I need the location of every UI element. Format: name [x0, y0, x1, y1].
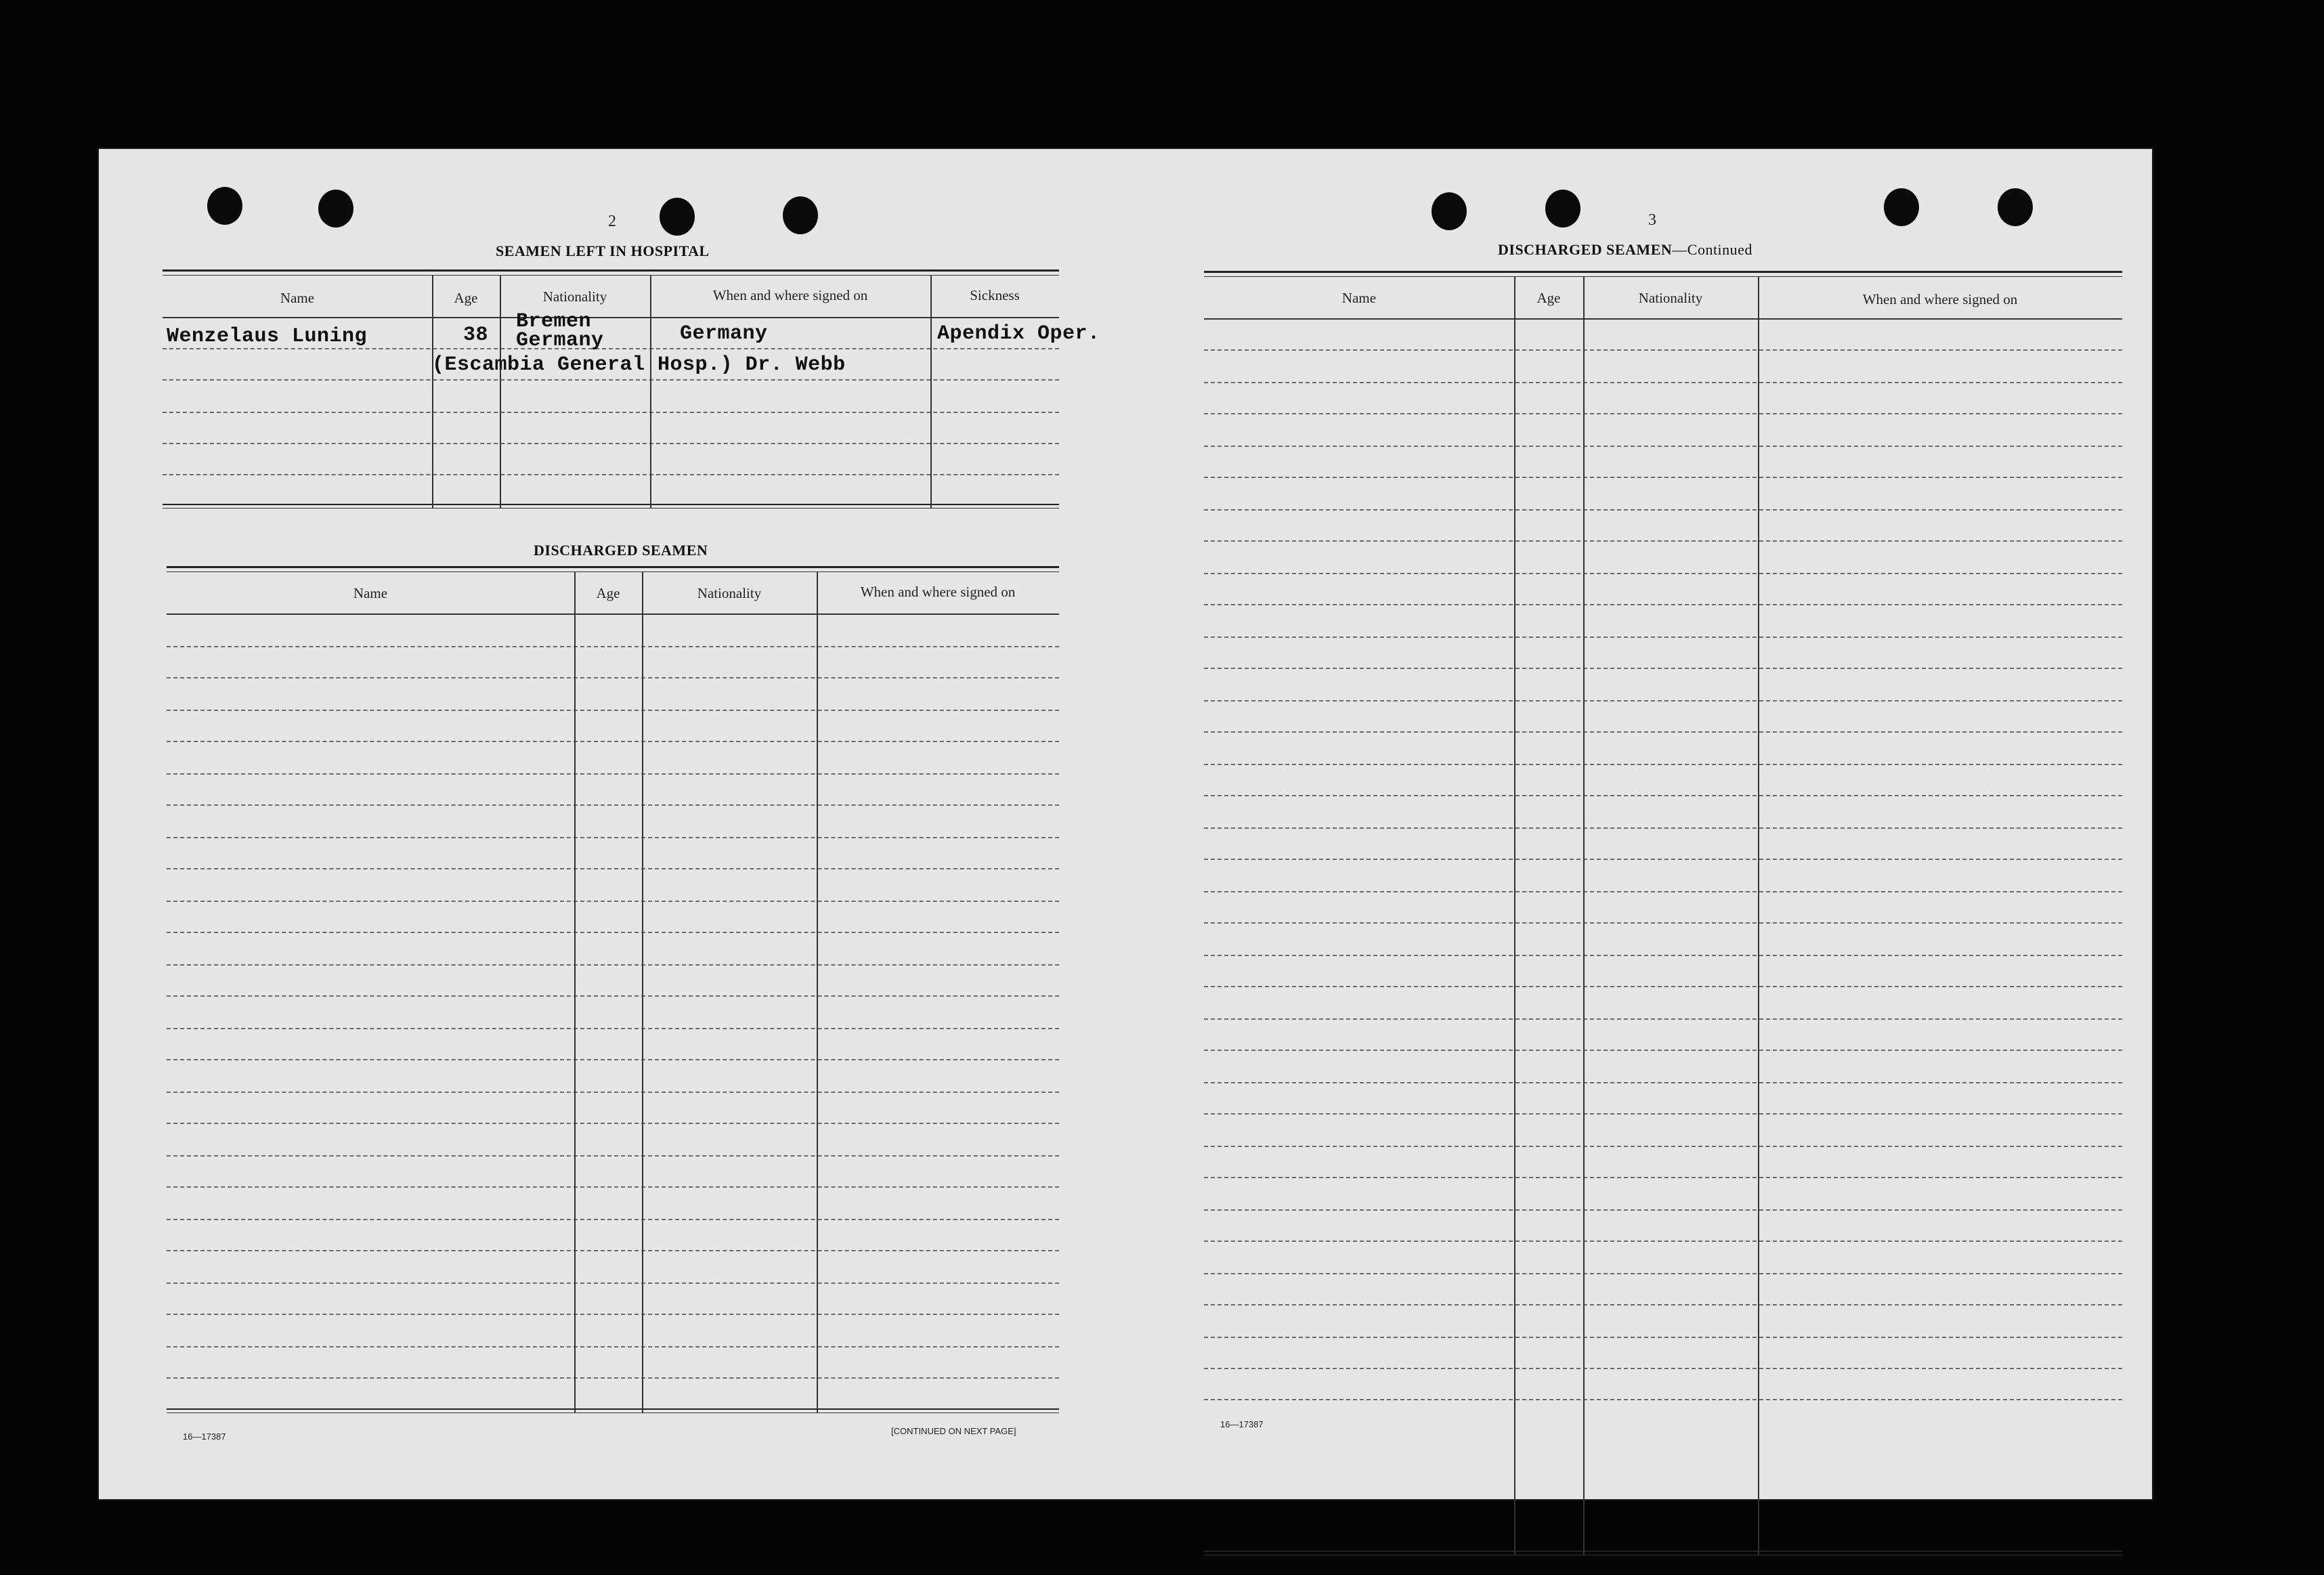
- punch-hole: [1998, 188, 2033, 226]
- seaman-sickness: Apendix Oper.: [937, 322, 1100, 345]
- column-header-nationality: Nationality: [542, 288, 607, 305]
- discharged-table-left: [167, 566, 1059, 1575]
- column-header-name: Name: [1341, 290, 1377, 306]
- hospital-note: (Escambia General Hosp.) Dr. Webb: [432, 353, 846, 376]
- column-header-sickness: Sickness: [970, 287, 1020, 303]
- form-number-right: 16—17387: [1220, 1419, 1264, 1429]
- seaman-signed-on: Germany: [680, 322, 768, 345]
- punch-hole: [207, 187, 242, 225]
- column-header-age: Age: [454, 290, 478, 306]
- punch-hole: [1884, 188, 1919, 226]
- continued-note: [CONTINUED ON NEXT PAGE]: [891, 1426, 1016, 1436]
- column-header-signed-on: When and where signed on: [712, 287, 868, 303]
- column-header-age: Age: [596, 585, 620, 601]
- column-header-signed-on: When and where signed on: [1862, 291, 2018, 307]
- column-header-nationality: Nationality: [697, 585, 762, 601]
- ledger-sheet: [98, 148, 2153, 1501]
- seaman-nationality-city: Bremen: [516, 310, 592, 333]
- page-number-right: 3: [1648, 211, 1656, 229]
- punch-hole: [1432, 192, 1467, 230]
- seaman-age: 38: [463, 324, 489, 347]
- punch-hole: [783, 196, 818, 234]
- punch-hole: [660, 198, 695, 236]
- punch-hole: [1545, 190, 1580, 228]
- form-number-left: 16—17387: [183, 1431, 226, 1442]
- column-header-age: Age: [1536, 290, 1561, 306]
- seaman-name: Wenzelaus Luning: [167, 325, 368, 348]
- discharged-title-suffix: —Continued: [1672, 241, 1752, 258]
- column-header-nationality: Nationality: [1638, 290, 1703, 306]
- column-header-name: Name: [353, 585, 388, 601]
- discharged-section-title-right: [1498, 241, 1752, 259]
- column-header-name: Name: [280, 290, 315, 306]
- discharged-title-main: DISCHARGED SEAMEN: [1498, 241, 1673, 258]
- hospital-section-title: SEAMEN LEFT IN HOSPITAL: [496, 242, 710, 259]
- page-number-left: 2: [608, 213, 616, 230]
- seaman-nationality-country: Germany: [516, 329, 604, 352]
- punch-hole: [318, 190, 353, 228]
- column-header-signed-on: When and where signed on: [860, 584, 1016, 600]
- discharged-section-title-left: DISCHARGED SEAMEN: [534, 542, 708, 559]
- discharged-table-right: [1204, 271, 2122, 1557]
